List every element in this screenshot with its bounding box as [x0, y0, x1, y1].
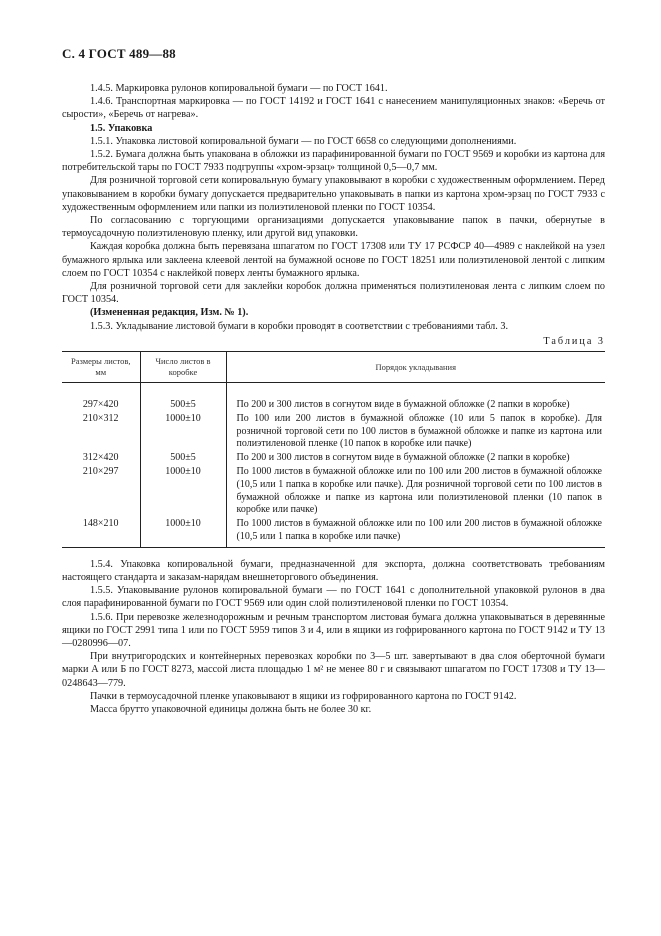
table-header-packing-order: Порядок укладывания — [226, 352, 605, 383]
section-heading-packing: 1.5. Упаковка — [90, 122, 153, 134]
table-cell-order: По 200 и 300 листов в согнутом виде в бумажной обложке (2 папки в коробке) — [226, 452, 605, 466]
table-cell-count: 1000±10 — [140, 466, 226, 518]
paragraph-1-5-5: 1.5.5. Упаковывание рулонов копировальной бумаги — по ГОСТ 1641 с дополнительной упаковкой рулонов в два слоя парафинированной бумаги по ГОСТ 9569 или один слой полиэтиленовой пленки по ГОСТ 10354. — [62, 585, 605, 610]
table-cell-count: 500±5 — [140, 399, 226, 413]
table-cell-order: По 1000 листов в бумажной обложке или по 100 или 200 листов в бумажной обложке (10,5 или 1 папка в коробке или пачке) — [226, 518, 605, 547]
paragraph-1-4-6: 1.4.6. Транспортная маркировка — по ГОСТ 14192 и ГОСТ 1641 с нанесением манипуляционных знаков: «Беречь от сырости», «Беречь от нагрева». — [62, 96, 605, 121]
paragraph-city-transport: При внутригородских и контейнерных перевозках коробки по 3—5 шт. завертывают в два слоя оберточной бумаги марки А или Б по ГОСТ 8273, массой листа площадью 1 м² не менее 80 г и связывают шпагатом по ГОСТ 17308 и ТУ 13—0248643—779. — [62, 651, 605, 689]
table-cell-count: 500±5 — [140, 452, 226, 466]
paragraph-1-5-3: 1.5.3. Укладывание листовой бумаги в коробки проводят в соответствии с требованиями табл. 3. — [90, 320, 509, 332]
paragraph-box-tying: Каждая коробка должна быть перевязана шпагатом по ГОСТ 17308 или ТУ 17 РСФСР 40—4989 с наклейкой на узел бумажного ярлыка или заклеена клеевой лентой на бумажной основе по ГОСТ 18251 или полиэтиленовой лентой с липким слоем по ГОСТ 10354 с наклейкой поверх ленты бумажного ярлыка. — [62, 241, 605, 279]
document-body — [62, 82, 605, 716]
table-header-sheet-count: Число листов в коробке — [140, 352, 226, 383]
table-row — [62, 413, 605, 452]
table-header-sheet-size: Размеры листов, мм — [62, 352, 140, 383]
table-cell-order: По 200 и 300 листов в согнутом виде в бумажной обложке (2 папки в коробке) — [226, 399, 605, 413]
paragraph-retail-packing: Для розничной торговой сети копировальную бумагу упаковывают в коробки с художественным оформлением. Перед упаковыванием в коробки бумагу допускается предварительно упаковывать в папки из картона хром-эрзац по ГОСТ 7933 с художественным оформлением или папки из полиэтиленовой пленки по ГОСТ 10354. — [62, 175, 605, 213]
paragraph-1-4-5: 1.4.5. Маркировка рулонов копировальной бумаги — по ГОСТ 1641. — [90, 83, 388, 94]
paragraph-gross-mass: Масса брутто упаковочной единицы должна быть не более 30 кг. — [90, 704, 372, 716]
table-row — [62, 466, 605, 518]
table-row — [62, 518, 605, 547]
paragraph-1-5-1: 1.5.1. Упаковка листовой копировальной бумаги — по ГОСТ 6658 со следующими дополнениями. — [90, 135, 517, 147]
page-header: С. 4 ГОСТ 489—88 — [62, 46, 176, 61]
paragraph-agreement: По согласованию с торгующими организациями допускается упаковывание папок в пачки, обернутые в термоусадочную полиэтиленовую пленку, или другой вид упаковки. — [62, 215, 605, 240]
table-header-row — [62, 352, 605, 383]
amendment-note: (Измененная редакция, Изм. № 1). — [90, 307, 249, 319]
table-row — [62, 452, 605, 466]
paragraph-1-5-2: 1.5.2. Бумага должна быть упакована в обложки из парафинированной бумаги по ГОСТ 9569 и коробки из картона для потребительской тары по ГОСТ 7933 подгруппы «хром-эрзац» толщиной 0,5—0,7 мм. — [62, 149, 605, 174]
paragraph-shrink-packs: Пачки в термоусадочной пленке упаковывают в ящики из гофрированного картона по ГОСТ 9142. — [90, 690, 517, 702]
table-cell-order: По 100 или 200 листов в бумажной обложке (10 или 5 папок в коробке). Для розничной торговой сети по 100 листов в бумажной обложке и папке из картона или полиэтиленовой пленке (10 папок в коробке или пачке) — [226, 413, 605, 452]
table-cell-order: По 1000 листов в бумажной обложке или по 100 или 200 листов в бумажной обложке (10,5 или 1 папка в коробке или пачке). Для розничной торговой сети по 100 листов в бумажной обложке и папке из картона или полиэтиленовой пленки (10 папок в коробке или пачке) — [226, 466, 605, 518]
table-cell-size: 148×210 — [62, 518, 140, 547]
table-3 — [62, 351, 605, 548]
table-cell-size: 312×420 — [82, 452, 119, 464]
table-cell-count: 1000±10 — [140, 518, 226, 547]
table-cell-count: 1000±10 — [140, 413, 226, 452]
table-cell-size: 297×420 — [82, 399, 119, 411]
table-row — [62, 399, 605, 413]
table-cell-size: 210×312 — [82, 412, 119, 424]
table-caption: Таблица 3 — [543, 335, 605, 347]
table-cell-size: 210×297 — [82, 466, 119, 478]
paragraph-1-5-6: 1.5.6. При перевозке железнодорожным и речным транспортом листовая бумага должна упаковываться в деревянные ящики по ГОСТ 2991 типа 1 или по ГОСТ 5959 типов 3 и 4, или в ящики из гофрированного картона по ГОСТ 9142 и ТУ 13—0280996—07. — [62, 611, 605, 650]
paragraph-1-5-4: 1.5.4. Упаковка копировальной бумаги, предназначенной для экспорта, должна соответствовать требованиям настоящего стандарта и заказам-нарядам внешнеторгового объединения. — [62, 558, 605, 584]
paragraph-retail-tape: Для розничной торговой сети для заклейки коробок должна применяться полиэтиленовая лента с липким слоем по ГОСТ 10354. — [62, 281, 605, 306]
